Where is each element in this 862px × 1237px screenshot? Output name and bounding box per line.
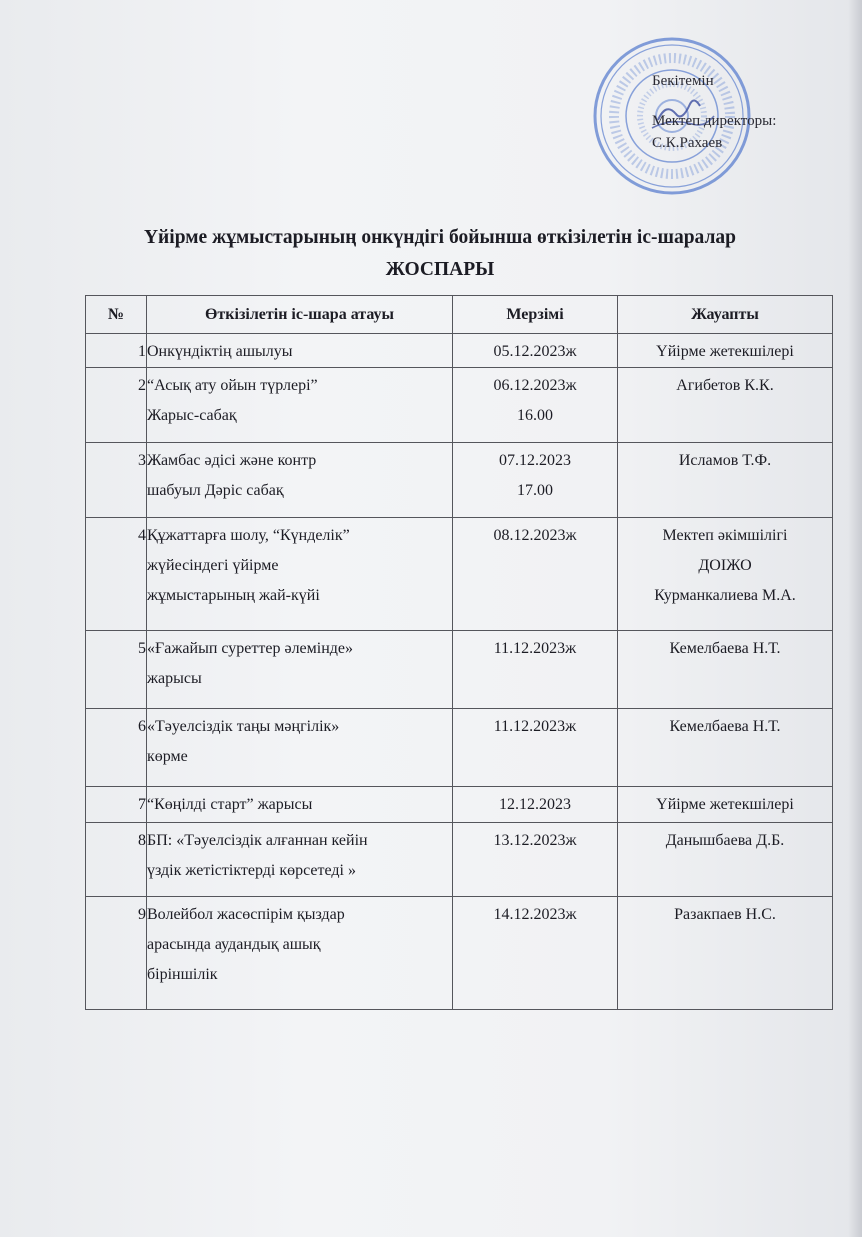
- page-edge-shadow: [848, 0, 862, 1237]
- responsible-line: Агибетов К.К.: [676, 377, 774, 394]
- responsible-cell: [618, 709, 833, 787]
- event-name-line: шабуыл Дәріс сабақ: [147, 482, 284, 499]
- responsible-line: Мектеп әкімшілігі: [662, 527, 788, 544]
- table-row: [86, 334, 833, 368]
- date-cell: [453, 823, 618, 897]
- event-name-line: арасында аудандық ашық: [147, 936, 321, 953]
- table-row: [86, 443, 833, 518]
- event-name-line: Жарыс-сабақ: [147, 407, 237, 424]
- date-line: 11.12.2023ж: [493, 718, 577, 735]
- table-row: [86, 631, 833, 709]
- approval-line-3: С.К.Рахаев: [652, 135, 723, 151]
- event-name-line: үздік жетістіктерді көрсетеді »: [147, 862, 356, 879]
- row-number: 1: [86, 334, 147, 368]
- event-name-line: “Асық ату ойын түрлері”: [147, 377, 318, 394]
- event-name-line: «Тәуелсіздік таңы мәңгілік»: [147, 718, 340, 735]
- responsible-line: Кемелбаева Н.Т.: [669, 718, 781, 735]
- date-line: 14.12.2023ж: [493, 906, 577, 923]
- title-line-1: Үйірме жұмыстарының онкүндігі бойынша өткізілетін іс-шаралар: [143, 227, 737, 248]
- table-row: [86, 368, 833, 443]
- title-line-2: ЖОСПАРЫ: [385, 259, 495, 280]
- approval-line-1: Бекітемін: [652, 73, 714, 89]
- responsible-line: Курманкалиева М.А.: [654, 587, 796, 604]
- event-name-cell: [147, 709, 453, 787]
- event-name-line: Құжаттарға шолу, “Күнделік”: [147, 527, 350, 544]
- date-line: 11.12.2023ж: [493, 640, 577, 657]
- responsible-cell: [618, 897, 833, 1010]
- table-row: [86, 518, 833, 631]
- event-name-line: көрме: [147, 748, 188, 765]
- event-name-line: жүйесіндегі үйірме: [147, 557, 279, 574]
- event-name-cell: [147, 631, 453, 709]
- row-number: 4: [86, 518, 147, 631]
- responsible-cell: [618, 823, 833, 897]
- approval-block: [652, 70, 852, 154]
- event-name-cell: [147, 518, 453, 631]
- event-name-line: Волейбол жасөспірім қыздар: [147, 906, 345, 923]
- date-line: 12.12.2023: [499, 796, 571, 813]
- event-name-line: біріншілік: [147, 966, 218, 983]
- date-line: 07.12.2023: [499, 452, 571, 469]
- header-responsible: Жауапты: [618, 296, 833, 334]
- date-cell: [453, 787, 618, 823]
- approval-line-2: Мектеп директоры:: [652, 113, 777, 129]
- row-number: 5: [86, 631, 147, 709]
- event-name-line: жарысы: [147, 670, 202, 687]
- table-row: [86, 897, 833, 1010]
- responsible-line: ДОІЖО: [698, 557, 752, 574]
- event-name-cell: [147, 823, 453, 897]
- event-name-cell: [147, 334, 453, 368]
- table-row: [86, 787, 833, 823]
- header-number: №: [86, 296, 147, 334]
- date-line: 13.12.2023ж: [493, 832, 577, 849]
- event-name-cell: [147, 368, 453, 443]
- date-line: 16.00: [517, 407, 553, 424]
- date-cell: [453, 518, 618, 631]
- row-number: 8: [86, 823, 147, 897]
- event-name-cell: [147, 897, 453, 1010]
- date-cell: [453, 897, 618, 1010]
- date-cell: [453, 631, 618, 709]
- responsible-cell: [618, 518, 833, 631]
- responsible-cell: [618, 368, 833, 443]
- responsible-cell: [618, 787, 833, 823]
- responsible-line: Үйірме жетекшілері: [656, 343, 794, 360]
- header-event-name: Өткізілетін іс-шара атауы: [147, 296, 453, 334]
- row-number: 9: [86, 897, 147, 1010]
- row-number: 6: [86, 709, 147, 787]
- responsible-line: Разакпаев Н.С.: [674, 906, 776, 923]
- events-plan-table: [85, 295, 833, 1010]
- responsible-cell: [618, 631, 833, 709]
- document-title: [60, 222, 820, 286]
- event-name-cell: [147, 443, 453, 518]
- date-line: 05.12.2023ж: [493, 343, 577, 360]
- event-name-line: БП: «Тәуелсіздік алғаннан кейін: [147, 832, 368, 849]
- date-cell: [453, 334, 618, 368]
- event-name-line: «Ғажайып суреттер әлемінде»: [147, 640, 354, 657]
- responsible-cell: [618, 443, 833, 518]
- date-line: 17.00: [517, 482, 553, 499]
- event-name-line: Жамбас әдісі және контр: [147, 452, 317, 469]
- date-line: 08.12.2023ж: [493, 527, 577, 544]
- responsible-line: Кемелбаева Н.Т.: [669, 640, 781, 657]
- event-name-line: жұмыстарының жай-күйі: [147, 587, 320, 604]
- date-cell: [453, 368, 618, 443]
- row-number: 3: [86, 443, 147, 518]
- header-date: Мерзімі: [453, 296, 618, 334]
- row-number: 7: [86, 787, 147, 823]
- date-cell: [453, 443, 618, 518]
- table-row: [86, 823, 833, 897]
- responsible-line: Исламов Т.Ф.: [678, 452, 772, 469]
- responsible-line: Үйірме жетекшілері: [656, 796, 794, 813]
- row-number: 2: [86, 368, 147, 443]
- date-cell: [453, 709, 618, 787]
- event-name-line: Онкүндіктің ашылуы: [147, 343, 293, 360]
- event-name-line: “Көңілді старт” жарысы: [147, 796, 313, 813]
- table-header-row: [86, 296, 833, 334]
- event-name-cell: [147, 787, 453, 823]
- table-body: [86, 334, 833, 1010]
- responsible-cell: [618, 334, 833, 368]
- table-row: [86, 709, 833, 787]
- responsible-line: Данышбаева Д.Б.: [665, 832, 785, 849]
- date-line: 06.12.2023ж: [493, 377, 577, 394]
